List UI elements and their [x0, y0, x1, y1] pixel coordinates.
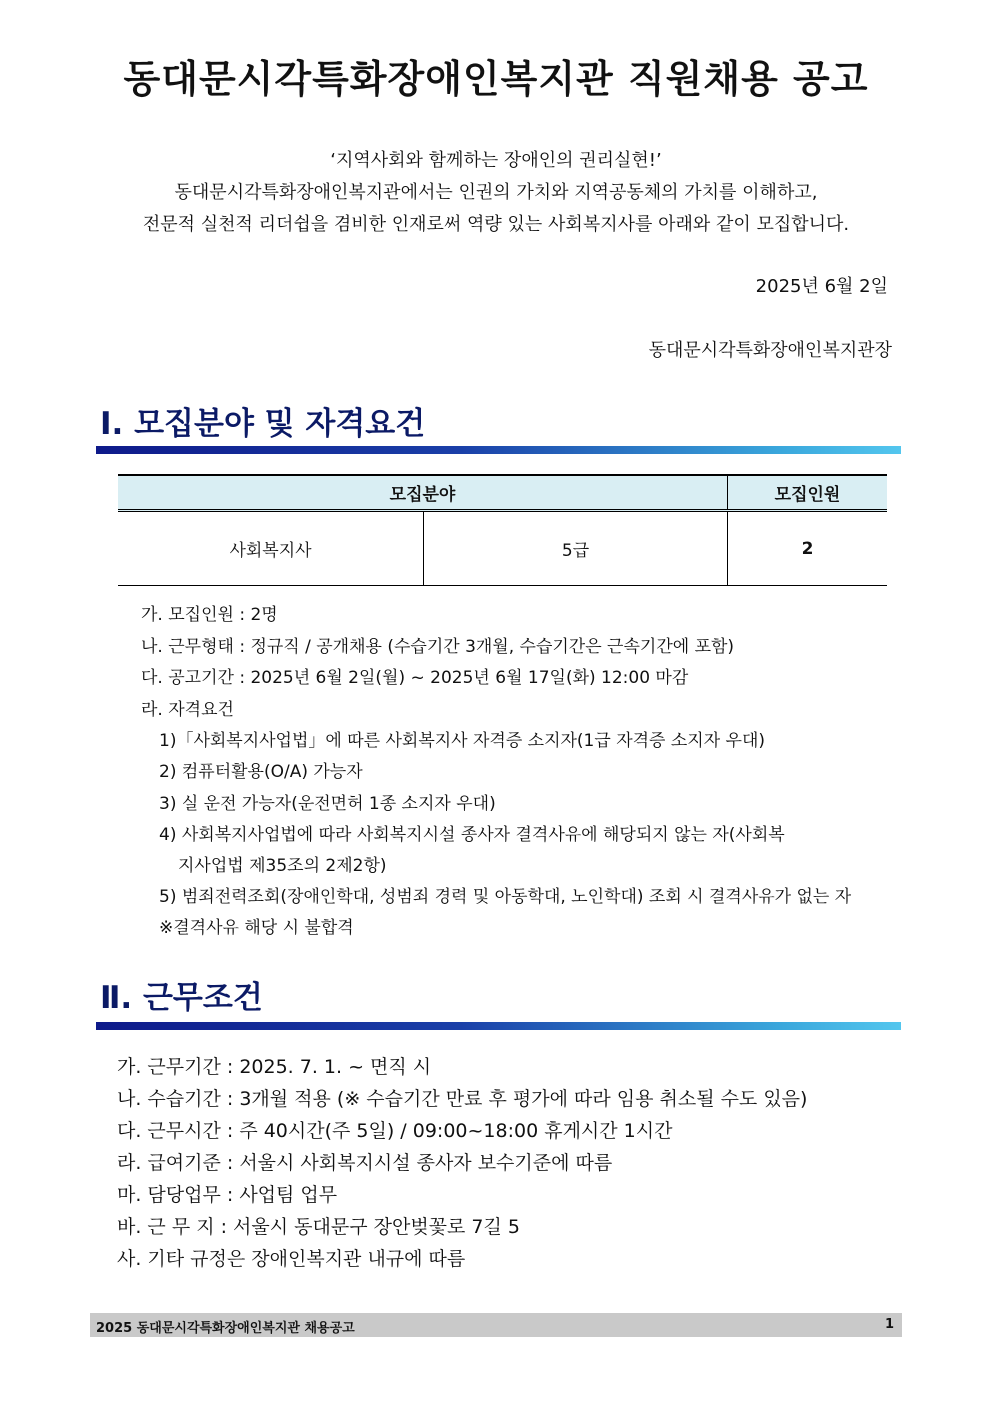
- list-item: 라. 급여기준 : 서울시 사회복지시설 종사자 보수기준에 따름: [117, 1152, 613, 1174]
- section-2-divider: [96, 1022, 901, 1030]
- intro-slogan: ‘지역사회와 함께하는 장애인의 권리실현!’: [330, 150, 662, 171]
- list-item: 사. 기타 규정은 장애인복지관 내규에 따름: [117, 1248, 466, 1270]
- recruit-table: [118, 474, 887, 586]
- section-2-heading: Ⅱ. 근무조건: [100, 980, 263, 1016]
- requirement-item: 3) 실 운전 가능자(운전면허 1종 소지자 우대): [159, 794, 496, 814]
- cell-count: 2: [728, 511, 888, 586]
- list-item: 마. 담당업무 : 사업팀 업무: [117, 1184, 338, 1206]
- section-1-divider: [96, 446, 901, 454]
- cell-position: 사회복지사: [118, 511, 424, 586]
- requirement-item: 1)「사회복지사업법」에 따른 사회복지사 자격증 소지자(1급 자격증 소지자 우대): [159, 731, 766, 751]
- page-number: 1: [884, 1317, 894, 1332]
- list-item: 가. 근무기간 : 2025. 7. 1. ~ 면직 시: [117, 1056, 432, 1078]
- list-item: 가. 모집인원 : 2명: [141, 605, 278, 625]
- list-item: 나. 근무형태 : 정규직 / 공개채용 (수습기간 3개월, 수습기간은 근속기간에 포함): [141, 637, 735, 657]
- intro-line-2: 전문적 실천적 리더쉽을 겸비한 인재로써 역량 있는 사회복지사를 아래와 같이 모집합니다.: [142, 214, 850, 235]
- list-item: 바. 근 무 지 : 서울시 동대문구 장안벚꽃로 7길 5: [117, 1216, 520, 1238]
- requirement-item-continued: 지사업법 제35조의 2제2항): [178, 856, 387, 876]
- cell-grade: 5급: [424, 511, 728, 586]
- page-footer: [90, 1313, 902, 1337]
- page-title: 동대문시각특화장애인복지관 직원채용 공고: [123, 57, 869, 101]
- disqualification-note: ※결격사유 해당 시 불합격: [159, 918, 354, 938]
- header-field: 모집분야: [118, 475, 728, 511]
- table-row: [118, 511, 887, 586]
- requirement-item: 5) 범죄전력조회(장애인학대, 성범죄 경력 및 아동학대, 노인학대) 조회 시 결격사유가 없는 자: [159, 887, 852, 907]
- list-item: 다. 공고기간 : 2025년 6월 2일(월) ~ 2025년 6월 17일(화) 12:00 마감: [141, 668, 689, 688]
- footer-title: 2025 동대문시각특화장애인복지관 채용공고: [96, 1321, 355, 1336]
- requirement-item: 2) 컴퓨터활용(O/A) 가능자: [159, 762, 363, 782]
- table-header-row: [118, 475, 887, 511]
- intro-line-1: 동대문시각특화장애인복지관에서는 인권의 가치와 지역공동체의 가치를 이해하고,: [174, 182, 818, 203]
- requirement-item: 4) 사회복지사업법에 따라 사회복지시설 종사자 결격사유에 해당되지 않는 자(사회복: [159, 825, 785, 845]
- list-item: 라. 자격요건: [141, 700, 234, 720]
- list-item: 다. 근무시간 : 주 40시간(주 5일) / 09:00~18:00 휴게시간 1시간: [117, 1120, 673, 1142]
- list-item: 나. 수습기간 : 3개월 적용 (※ 수습기간 만료 후 평가에 따라 임용 취소될 수도 있음): [117, 1088, 808, 1110]
- notice-date: 2025년 6월 2일: [755, 276, 888, 297]
- section-1-heading: Ⅰ. 모집분야 및 자격요건: [100, 406, 426, 442]
- header-count: 모집인원: [728, 475, 888, 511]
- issuer-name: 동대문시각특화장애인복지관장: [648, 340, 892, 361]
